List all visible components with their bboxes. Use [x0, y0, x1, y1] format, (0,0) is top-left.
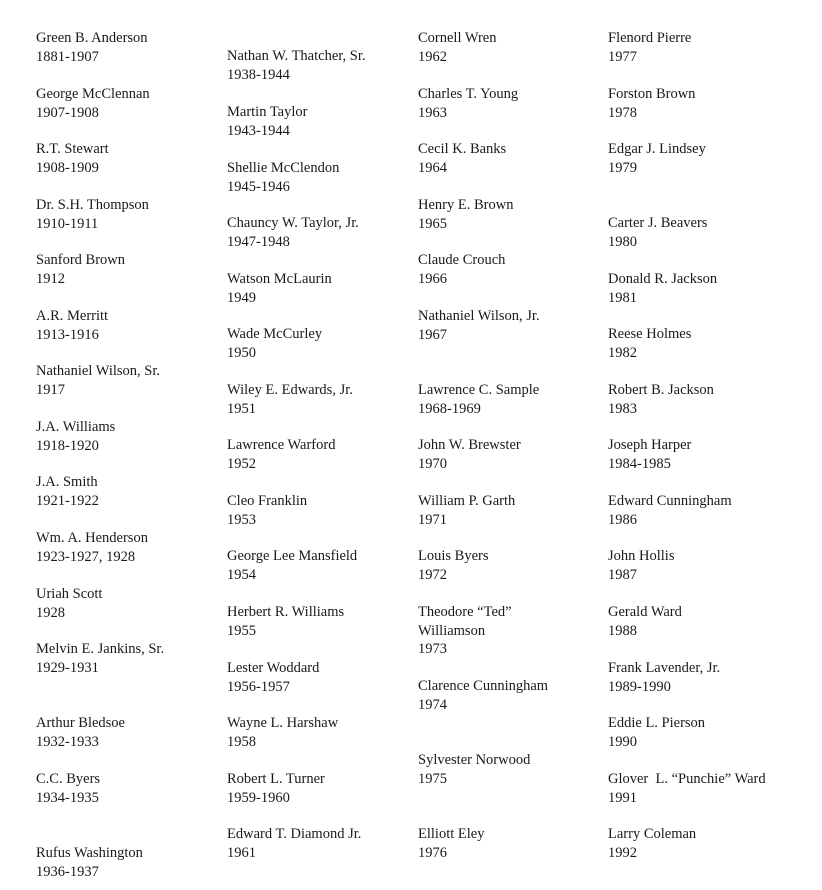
entry-years: 1907-1908 [36, 104, 99, 121]
entry-years: 1986 [608, 511, 637, 528]
entry-name: Uriah Scott [36, 586, 103, 602]
entry-name: Wade McCurley [227, 326, 323, 342]
entry-name: Arthur Bledsoe [36, 715, 125, 731]
list-entry [36, 844, 143, 881]
entry-name: Larry Coleman [608, 826, 697, 842]
entry-name: John W. Brewster [418, 437, 521, 453]
entry-years: 1949 [227, 289, 256, 306]
entry-name: Chauncy W. Taylor, Jr. [227, 215, 359, 231]
entry-name: Claude Crouch [418, 252, 506, 268]
entry-years: 1976 [418, 844, 447, 861]
entry-years: 1929-1931 [36, 659, 99, 676]
entry-years: 1979 [608, 159, 637, 176]
entry-years: 1923-1927, 1928 [36, 548, 136, 565]
entry-years: 1964 [418, 159, 447, 176]
entry-years: 1908-1909 [36, 159, 99, 176]
entry-years: 1952 [227, 455, 256, 472]
entry-years: 1913-1916 [36, 326, 99, 343]
entry-years: 1917 [36, 381, 65, 398]
entry-name: William P. Garth [418, 493, 516, 509]
entry-name: George McClennan [36, 86, 150, 102]
entry-years: 1973 [418, 641, 447, 657]
entry-name: Nathaniel Wilson, Jr. [418, 308, 540, 324]
list-entry [418, 825, 484, 862]
list-entry [227, 381, 353, 418]
entry-years: 1980 [608, 233, 637, 250]
entry-years: 1962 [418, 48, 447, 65]
list-entry [608, 436, 691, 473]
entry-years: 1945-1946 [227, 178, 290, 195]
entry-name: George Lee Mansfield [227, 548, 358, 564]
entry-name: Louis Byers [418, 548, 489, 564]
list-entry [227, 47, 366, 84]
entry-name: Cornell Wren [418, 30, 497, 46]
entry-name: Nathaniel Wilson, Sr. [36, 363, 161, 379]
list-entry [36, 640, 164, 677]
entry-name: Forston Brown [608, 86, 696, 102]
list-entry [608, 825, 696, 862]
entry-name: Edgar J. Lindsey [608, 141, 706, 157]
entry-name: Wayne L. Harshaw [227, 715, 339, 731]
entry-name: Clarence Cunningham [418, 678, 549, 694]
entry-name: Wiley E. Edwards, Jr. [227, 382, 353, 398]
entry-name: Herbert R. Williams [227, 604, 345, 620]
list-entry [608, 325, 691, 362]
entry-years: 1987 [608, 566, 637, 583]
list-entry [227, 714, 338, 751]
entry-years: 1971 [418, 511, 447, 528]
entry-name: Watson McLaurin [227, 271, 332, 287]
list-entry [36, 418, 115, 455]
entry-name: Reese Holmes [608, 326, 692, 342]
entry-name: Glover L. “Punchie” Ward [608, 771, 766, 787]
entry-years: 1936-1937 [36, 863, 99, 880]
entry-years: 1953 [227, 511, 256, 528]
list-entry [608, 547, 674, 584]
entry-name: J.A. Smith [36, 474, 98, 490]
entry-years: 1975 [418, 770, 447, 787]
entry-name: Dr. S.H. Thompson [36, 197, 149, 213]
entry-years: 1981 [608, 289, 637, 306]
entry-years: 1974 [418, 696, 447, 713]
entry-name: Melvin E. Jankins, Sr. [36, 641, 165, 657]
entry-name: Wm. A. Henderson [36, 530, 148, 546]
entry-years: 1991 [608, 789, 637, 806]
entry-years: 1938-1944 [227, 66, 290, 83]
entry-name: R.T. Stewart [36, 141, 109, 157]
entry-years: 1881-1907 [36, 48, 99, 65]
list-entry [36, 473, 99, 510]
list-entry [227, 547, 357, 584]
list-entry [608, 85, 695, 122]
list-entry [418, 85, 518, 122]
entry-name: Lawrence Warford [227, 437, 336, 453]
list-entry [608, 29, 691, 66]
list-entry [36, 307, 108, 344]
list-entry [418, 677, 548, 714]
list-entry [418, 603, 512, 659]
entry-name: Flenord Pierre [608, 30, 692, 46]
entry-years: 1963 [418, 104, 447, 121]
entry-name: Sanford Brown [36, 252, 126, 268]
list-entry [608, 492, 732, 529]
list-entry [227, 659, 319, 696]
entry-name: Green B. Anderson [36, 30, 148, 46]
entry-years: 1968-1969 [418, 400, 481, 417]
list-entry [608, 214, 707, 251]
list-entry [418, 751, 530, 788]
entry-name: Edward Cunningham [608, 493, 732, 509]
entry-years: 1970 [418, 455, 447, 472]
entry-name: Nathan W. Thatcher, Sr. [227, 48, 366, 64]
entry-years: 1972 [418, 566, 447, 583]
entry-years: 1951 [227, 400, 256, 417]
list-entry [36, 251, 125, 288]
entry-years: 1947-1948 [227, 233, 290, 250]
list-entry [608, 770, 766, 807]
list-entry [227, 159, 339, 196]
entry-years: 1992 [608, 844, 637, 861]
entry-years: 1950 [227, 344, 256, 361]
entry-years: 1910-1911 [36, 215, 99, 232]
entry-years: 1912 [36, 270, 65, 287]
entry-years: 1983 [608, 400, 637, 417]
list-entry [227, 825, 361, 862]
entry-years: 1961 [227, 844, 256, 861]
entry-name: Eddie L. Pierson [608, 715, 706, 731]
list-entry [227, 492, 307, 529]
list-entry [36, 770, 100, 807]
entry-name: Robert L. Turner [227, 771, 325, 787]
list-entry [227, 436, 335, 473]
list-entry [608, 381, 714, 418]
list-entry [227, 770, 325, 807]
entry-name: A.R. Merritt [36, 308, 109, 324]
entry-years: 1990 [608, 733, 637, 750]
entry-name: John Hollis [608, 548, 675, 564]
entry-years: 1943-1944 [227, 122, 290, 139]
entry-name: Robert B. Jackson [608, 382, 714, 398]
entry-years: 1918-1920 [36, 437, 99, 454]
entry-years: 1977 [608, 48, 637, 65]
list-entry [418, 492, 515, 529]
list-entry [227, 103, 307, 140]
list-entry [418, 307, 540, 344]
entry-name-continued: Williamson [418, 622, 486, 639]
list-entry [418, 547, 488, 584]
list-entry [608, 270, 717, 307]
entry-years: 1934-1935 [36, 789, 99, 806]
entry-name: Lawrence C. Sample [418, 382, 540, 398]
entry-years: 1956-1957 [227, 678, 290, 695]
entry-name: Martin Taylor [227, 104, 308, 120]
list-entry [36, 140, 109, 177]
list-entry [608, 659, 720, 696]
entry-years: 1932-1933 [36, 733, 99, 750]
entry-name: Charles T. Young [418, 86, 519, 102]
entry-years: 1958 [227, 733, 256, 750]
list-entry [418, 140, 506, 177]
entry-name: Donald R. Jackson [608, 271, 718, 287]
list-entry [36, 362, 160, 399]
list-entry [418, 196, 513, 233]
entry-years: 1978 [608, 104, 637, 121]
list-entry [608, 140, 706, 177]
entry-name: Lester Woddard [227, 660, 320, 676]
entry-years: 1921-1922 [36, 492, 99, 509]
list-entry [608, 603, 682, 640]
list-entry [227, 325, 322, 362]
entry-years: 1954 [227, 566, 256, 583]
list-entry [418, 29, 496, 66]
entry-name: Shellie McClendon [227, 160, 340, 176]
entry-years: 1959-1960 [227, 789, 290, 806]
list-entry [36, 585, 102, 622]
entry-years: 1967 [418, 326, 447, 343]
entry-years: 1965 [418, 215, 447, 232]
list-entry [36, 29, 148, 66]
list-entry [418, 251, 505, 288]
entry-years: 1928 [36, 604, 65, 621]
entry-years: 1955 [227, 622, 256, 639]
entry-years: 1984-1985 [608, 455, 671, 472]
entry-years: 1982 [608, 344, 637, 361]
entry-name: Henry E. Brown [418, 197, 514, 213]
entry-years: 1988 [608, 622, 637, 639]
entry-name: C.C. Byers [36, 771, 101, 787]
list-entry [36, 529, 148, 566]
list-entry [227, 270, 332, 307]
list-entry [36, 85, 150, 122]
entry-name: Carter J. Beavers [608, 215, 708, 231]
list-entry [418, 436, 521, 473]
entry-name: Frank Lavender, Jr. [608, 660, 721, 676]
list-entry [418, 381, 539, 418]
entry-name: Elliott Eley [418, 826, 485, 842]
entry-name: Rufus Washington [36, 845, 143, 861]
entry-name: Sylvester Norwood [418, 752, 531, 768]
list-entry [36, 196, 149, 233]
entry-name: Cleo Franklin [227, 493, 308, 509]
entry-name: Theodore “Ted” [418, 604, 512, 620]
list-entry [608, 714, 705, 751]
list-entry [227, 214, 359, 251]
list-entry [227, 603, 344, 640]
entry-years: 1966 [418, 270, 447, 287]
entry-name: J.A. Williams [36, 419, 116, 435]
entry-name: Cecil K. Banks [418, 141, 507, 157]
entry-name: Edward T. Diamond Jr. [227, 826, 362, 842]
entry-name: Gerald Ward [608, 604, 682, 620]
list-entry [36, 714, 125, 751]
entry-name: Joseph Harper [608, 437, 692, 453]
entry-years: 1989-1990 [608, 678, 671, 695]
